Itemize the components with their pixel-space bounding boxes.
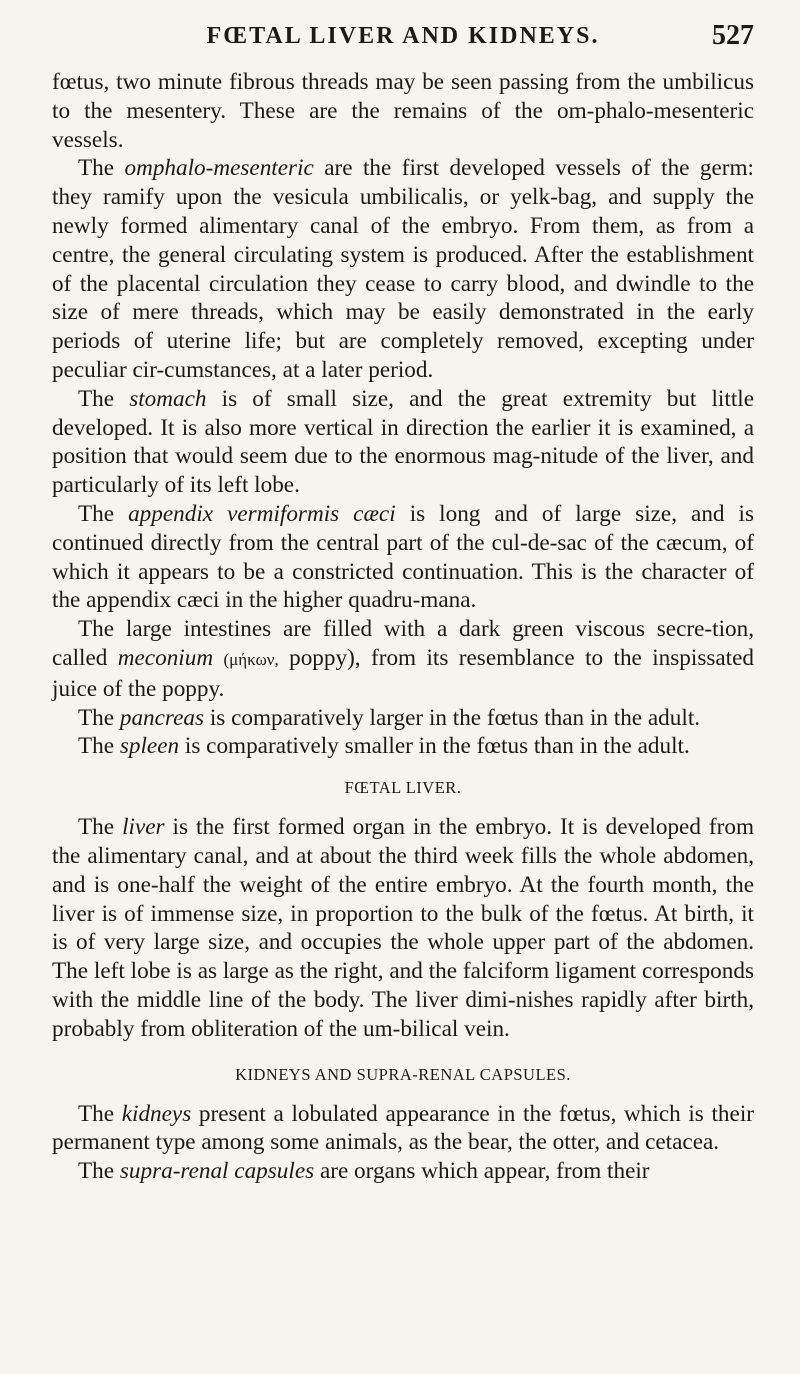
text-run: The [78, 1158, 120, 1185]
running-head [52, 14, 754, 58]
paragraph-stomach [52, 385, 754, 500]
text-run: is comparatively larger in the fœtus than in the adult. [204, 704, 701, 731]
term-meconium: meconium [117, 644, 214, 671]
text-run: The [78, 1100, 122, 1127]
text-run: is the first formed organ in the embryo. It is developed from the alimentary canal, and at about the third week fills the whole abdomen, and is one-half the weight of the entire embryo. At the fourth month, the liver is of immense size, in proportion to the bulk of the fœtus. At birth, it is of very large size, and occupies the whole upper part of the abdomen. The left lobe is as large as the right, and the falciform ligament corresponds with the middle line of the body. The liver dimi-nishes rapidly after birth, probably from obliteration of the um-bilical vein. [52, 814, 754, 1042]
text-run: The [78, 500, 129, 527]
text-run: The [78, 155, 125, 182]
paragraph-continuation [52, 68, 754, 154]
text-run: is long and of large size, and is continued directly from the central part of the cul-de-sac of the cæcum, of which it appears to be a constricted continuation. This is the character of the appendix cæci in the higher quadru-mana. [52, 500, 754, 614]
paragraph-omphalo [52, 154, 754, 384]
page-number: 527 [712, 20, 754, 51]
text-run: The large intestines are filled with a dark green viscous secre-tion, called [52, 616, 754, 671]
term-pancreas: pancreas [119, 704, 205, 731]
term-supra-renal-capsules: supra-renal capsules [119, 1158, 315, 1185]
paragraph-meconium [52, 615, 754, 703]
greek-word: (μήκων, [223, 649, 279, 669]
term-stomach: stomach [129, 385, 207, 412]
text-run: The [78, 733, 120, 760]
paragraph-kidneys [52, 1100, 754, 1158]
paragraph-spleen [52, 732, 754, 761]
text-run: poppy), from its resemblance to the inspissated juice of the poppy. [52, 644, 754, 702]
paragraph-supra-renal [52, 1157, 754, 1186]
section-heading-liver: FŒTAL LIVER. [344, 778, 462, 798]
text-run: is comparatively smaller in the fœtus than in the adult. [179, 733, 690, 760]
paragraph-pancreas [52, 704, 754, 733]
text-run: The [78, 704, 120, 731]
term-kidneys: kidneys [121, 1100, 192, 1127]
text-run: present a lobulated appearance in the fœtus, which is their permanent type among some animals, as the bear, the otter, and cetacea. [52, 1100, 754, 1156]
paragraph-liver [52, 813, 754, 1043]
paragraph-text: fœtus, two minute fibrous threads may be seen passing from the umbilicus to the mesentery. These are the remains of the om-phalo-mesenteric vessels. [52, 69, 754, 153]
term-appendix: appendix vermiformis cæci [128, 500, 396, 527]
text-run: The [78, 814, 123, 841]
text-run: is of small size, and the great extremity but little developed. It is also more vertical in direction the earlier it is examined, a position that would seem due to the enormous mag-nitude of the liver, and particularly of its left lobe. [52, 385, 754, 499]
term-omphalo-mesenteric: omphalo-mesenteric [124, 155, 314, 182]
term-spleen: spleen [119, 733, 180, 760]
term-liver: liver [122, 814, 165, 841]
text-run: The [78, 385, 130, 412]
body-text [52, 68, 754, 1186]
text-run: are organs which appear, from their [314, 1158, 650, 1185]
section-heading-kidneys: KIDNEYS AND SUPRA-RENAL CAPSULES. [235, 1064, 571, 1084]
paragraph-appendix [52, 500, 754, 615]
running-title: FŒTAL LIVER AND KIDNEYS. [206, 23, 600, 49]
text-run: are the first developed vessels of the germ: they ramify upon the vesicula umbilicalis, or yelk-bag, and supply the newly formed alimentary canal of the embryo. From them, as from a centre, the general circulating system is produced. After the establishment of the placental circulation they cease to carry blood, and dwindle to the size of mere threads, which may be easily demonstrated in the early periods of uterine life; but are completely removed, excepting under peculiar cir-cumstances, at a later period. [52, 155, 754, 383]
